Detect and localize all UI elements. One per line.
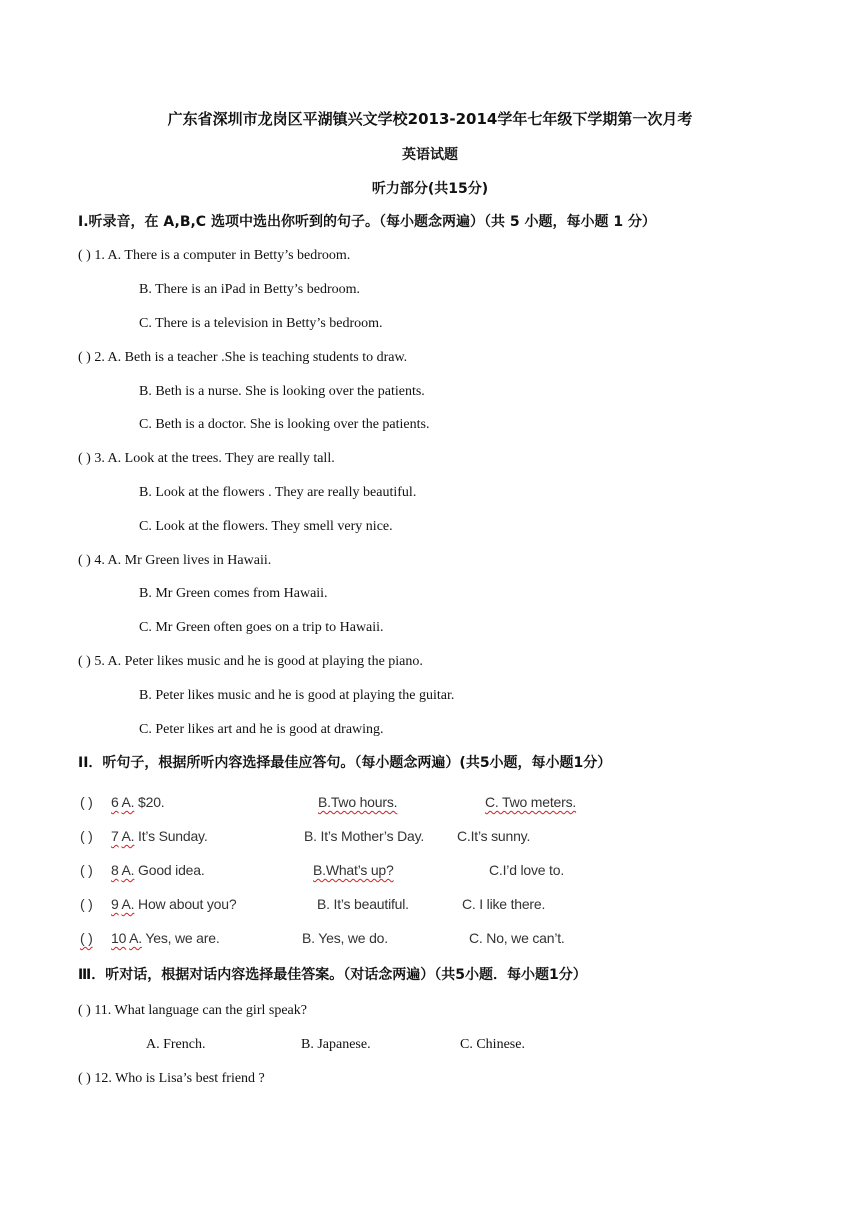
question-7-a: It’s Sunday.: [138, 828, 208, 844]
part2-instruction: II．听句子，根据所听内容选择最佳应答句。（每小题念两遍）(共5小题，每小题1分）: [78, 755, 612, 771]
question-5-c: C. Peter likes art and he is good at drawing.: [139, 722, 384, 737]
exam-title: 广东省深圳市龙岗区平湖镇兴文学校2013-2014学年七年级下学期第一次月考: [167, 110, 693, 128]
question-9-paren: ( ): [80, 896, 93, 912]
question-9-b: B. It’s beautiful.: [317, 896, 409, 912]
question-8-c: C.I’d love to.: [489, 862, 565, 878]
question-6-number: [111, 793, 165, 811]
question-3-b: B. Look at the flowers . They are really beautiful.: [139, 485, 417, 500]
question-7-b: B. It’s Mother’s Day.: [304, 828, 425, 844]
question-8-num: 8: [111, 862, 119, 878]
question-3-c: C. Look at the flowers. They smell very nice.: [139, 519, 393, 534]
question-3-a: ( ) 3. A. Look at the trees. They are really tall.: [78, 451, 335, 466]
question-6-a-letter: A.: [121, 794, 135, 810]
question-1-a: ( ) 1. A. There is a computer in Betty’s bedroom.: [78, 248, 351, 263]
question-5-b: B. Peter likes music and he is good at playing the guitar.: [139, 688, 455, 703]
question-8-a-letter: A.: [121, 862, 135, 878]
question-8-number: [111, 861, 205, 879]
question-4-b: B. Mr Green comes from Hawaii.: [139, 586, 328, 601]
question-9-c: C. I like there.: [462, 896, 546, 912]
question-1-c: C. There is a television in Betty’s bedroom.: [139, 316, 383, 331]
question-10-number: [111, 929, 220, 947]
question-6-c: C. Two meters.: [485, 794, 577, 810]
question-7-num: 7: [111, 828, 119, 844]
question-8-b: B.What’s up?: [313, 862, 394, 878]
question-7-c: C.It’s sunny.: [457, 828, 531, 844]
question-6-num: 6: [111, 794, 119, 810]
question-10-b: B. Yes, we do.: [302, 930, 388, 946]
question-6-a: $20.: [138, 794, 165, 810]
section-title: 听力部分(共15分): [371, 181, 489, 197]
question-7-number: [111, 827, 208, 845]
question-1-b: B. There is an iPad in Betty’s bedroom.: [139, 282, 360, 297]
question-10-paren: ( ): [80, 930, 93, 946]
exam-subtitle: 英语试题: [402, 147, 458, 163]
question-10-a-letter: A.: [129, 930, 142, 946]
part1-instruction: Ⅰ.听录音，在 A,B,C 选项中选出你听到的句子。（每小题念两遍）（共 5 小题，每小题 1 分）: [78, 214, 656, 230]
question-7-paren: ( ): [80, 828, 93, 844]
question-2-c: C. Beth is a doctor. She is looking over the patients.: [139, 417, 430, 432]
question-12: ( ) 12. Who is Lisa’s best friend ?: [78, 1071, 265, 1086]
question-6-paren: ( ): [80, 794, 93, 810]
question-4-c: C. Mr Green often goes on a trip to Hawaii.: [139, 620, 384, 635]
question-10-num: 10: [111, 930, 127, 946]
question-11-option-c: C. Chinese.: [460, 1037, 525, 1052]
question-2-b: B. Beth is a nurse. She is looking over the patients.: [139, 384, 425, 399]
question-10-a: Yes, we are.: [145, 930, 220, 946]
question-9-number: [111, 895, 236, 913]
question-8-a: Good idea.: [138, 862, 205, 878]
question-10-c: C. No, we can’t.: [469, 930, 565, 946]
part3-instruction: Ⅲ．听对话，根据对话内容选择最佳答案。（对话念两遍）（共5小题．每小题1分）: [78, 967, 587, 983]
question-8-paren: ( ): [80, 862, 93, 878]
question-11: ( ) 11. What language can the girl speak?: [78, 1003, 307, 1018]
question-9-num: 9: [111, 896, 119, 912]
question-11-option-a: A. French.: [146, 1037, 206, 1052]
question-6-b: B.Two hours.: [318, 794, 398, 810]
question-7-a-letter: A.: [121, 828, 135, 844]
question-4-a: ( ) 4. A. Mr Green lives in Hawaii.: [78, 553, 272, 568]
question-11-option-b: B. Japanese.: [301, 1037, 371, 1052]
question-9-a-letter: A.: [121, 896, 135, 912]
question-9-a: How about you?: [138, 896, 237, 912]
question-2-a: ( ) 2. A. Beth is a teacher .She is teaching students to draw.: [78, 350, 408, 365]
question-5-a: ( ) 5. A. Peter likes music and he is good at playing the piano.: [78, 654, 423, 669]
